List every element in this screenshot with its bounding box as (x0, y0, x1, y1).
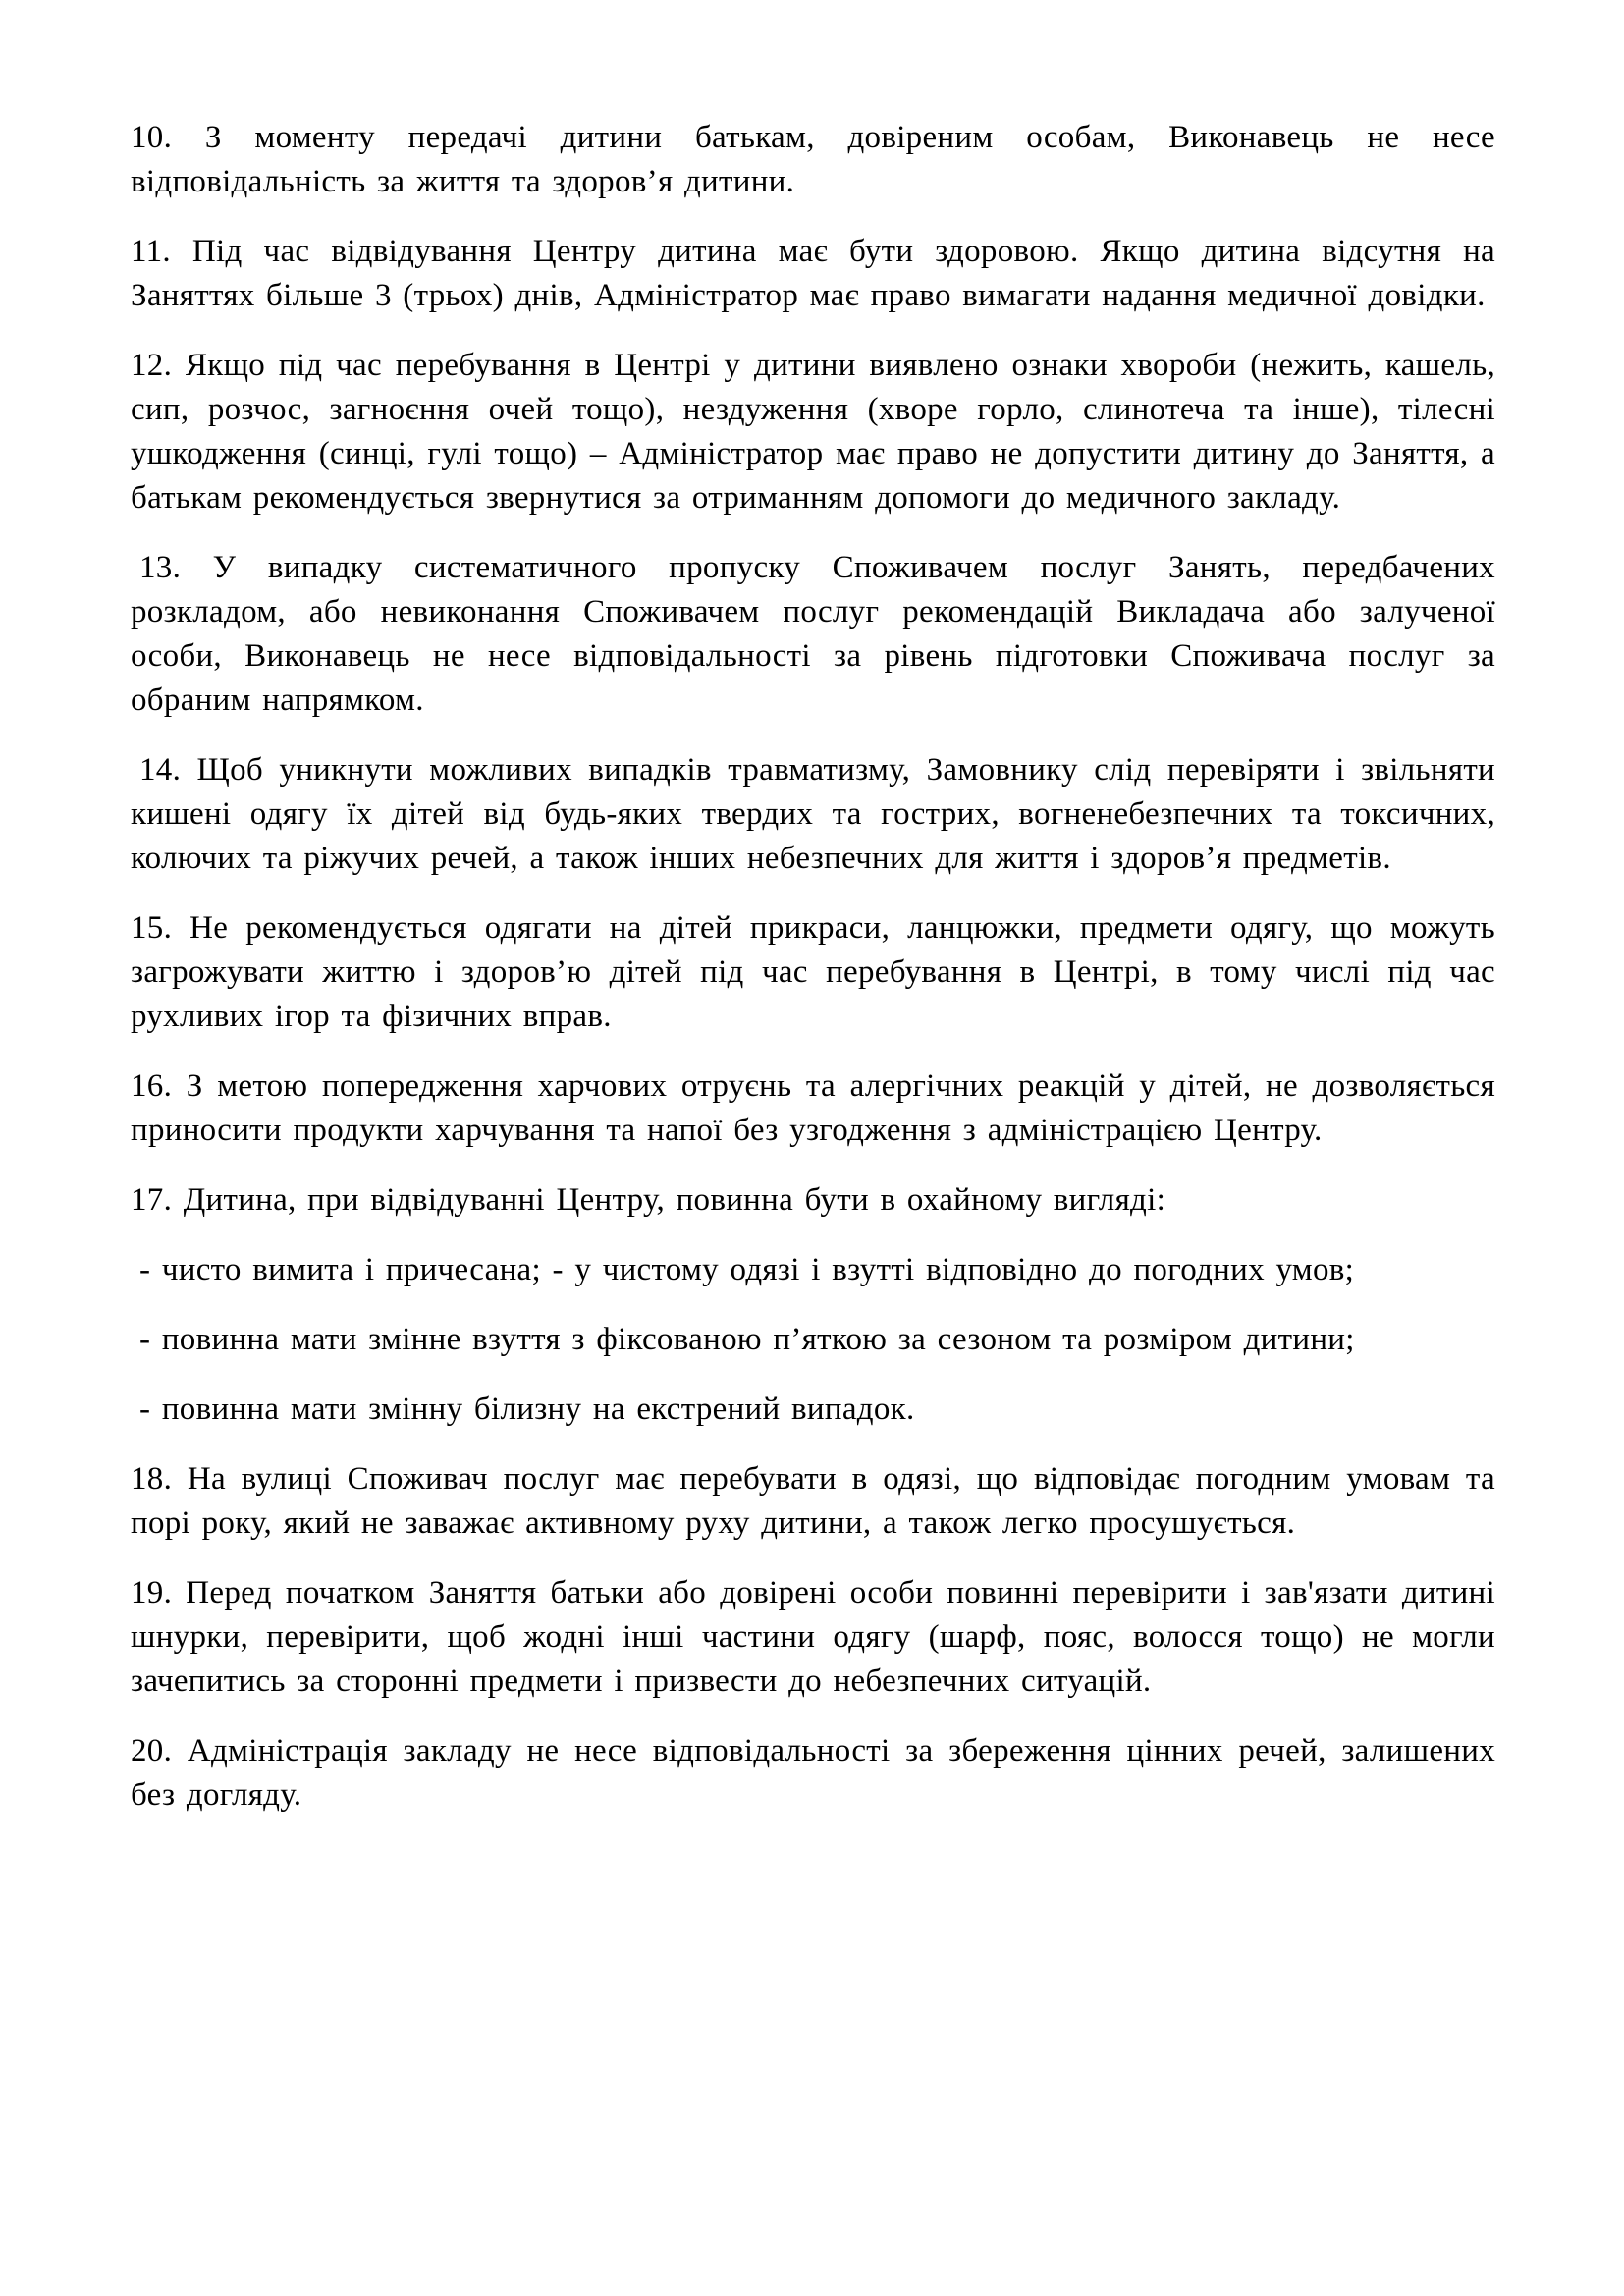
document-body (131, 116, 1495, 1818)
paragraph-item-19: 19. Перед початком Заняття батьки або довірені особи повинні перевірити і зав'язати дитині шнурки, перевірити, щоб жодні інші частини одягу (шарф, пояс, волосся тощо) не могли зачепитись за сторонні предмети і призвести до небезпечних ситуацій. (131, 1575, 1495, 1699)
paragraph-item-20: 20. Адміністрація закладу не несе відповідальності за збереження цінних речей, залишених без догляду. (131, 1733, 1495, 1813)
paragraph-item-11: 11. Під час відвідування Центру дитина має бути здоровою. Якщо дитина відсутня на Заняттях більше 3 (трьох) днів, Адміністратор має право вимагати надання медичної довідки. (131, 234, 1495, 313)
paragraph-item-15: 15. Не рекомендується одягати на дітей прикраси, ланцюжки, предмети одягу, що можуть загрожувати життю і здоров’ю дітей під час перебування в Центрі, в тому числі під час рухливих ігор та фізичних вправ. (131, 910, 1495, 1034)
paragraph-item-12: 12. Якщо під час перебування в Центрі у дитини виявлено ознаки хвороби (нежить, кашель, сип, розчос, загноєння очей тощо), нездуження (хворе горло, слинотеча та інше), тілесні ушкодження (синці, гулі тощо) – Адміністратор має право не допустити дитину до Заняття, а батькам рекомендується звернутися за отриманням допомоги до медичного закладу. (131, 348, 1495, 516)
paragraph-item-10: 10. З моменту передачі дитини батькам, довіреним особам, Виконавець не несе відповідальність за життя та здоров’я дитини. (131, 120, 1495, 199)
paragraph-item-13: 13. У випадку систематичного пропуску Споживачем послуг Занять, передбачених розкладом, або невиконання Споживачем послуг рекомендацій Викладача або залученої особи, Виконавець не несе відповідальності за рівень підготовки Споживача послуг за обраним напрямком. (131, 550, 1495, 718)
paragraph-item-17-bullet-2: - повинна мати змінне взуття з фіксованою п’яткою за сезоном та розміром дитини; (139, 1322, 1355, 1357)
paragraph-item-17: 17. Дитина, при відвідуванні Центру, повинна бути в охайному вигляді: (131, 1182, 1166, 1218)
paragraph-item-17-bullet-1: - чисто вимита і причесана; - у чистому одязі і взутті відповідно до погодних умов; (139, 1252, 1355, 1287)
paragraph-item-18: 18. На вулиці Споживач послуг має перебувати в одязі, що відповідає погодним умовам та порі року, який не заважає активному руху дитини, а також легко просушується. (131, 1461, 1495, 1541)
paragraph-item-14: 14. Щоб уникнути можливих випадків травматизму, Замовнику слід перевіряти і звільняти кишені одягу їх дітей від будь-яких твердих та гострих, вогненебезпечних та токсичних, колючих та ріжучих речей, а також інших небезпечних для життя і здоров’я предметів. (131, 752, 1495, 876)
paragraph-item-16: 16. З метою попередження харчових отруєнь та алергічних реакцій у дітей, не дозволяється приносити продукти харчування та напої без узгодження з адміністрацією Центру. (131, 1068, 1495, 1148)
paragraph-item-17-bullet-3: - повинна мати змінну білизну на екстрений випадок. (139, 1392, 915, 1427)
